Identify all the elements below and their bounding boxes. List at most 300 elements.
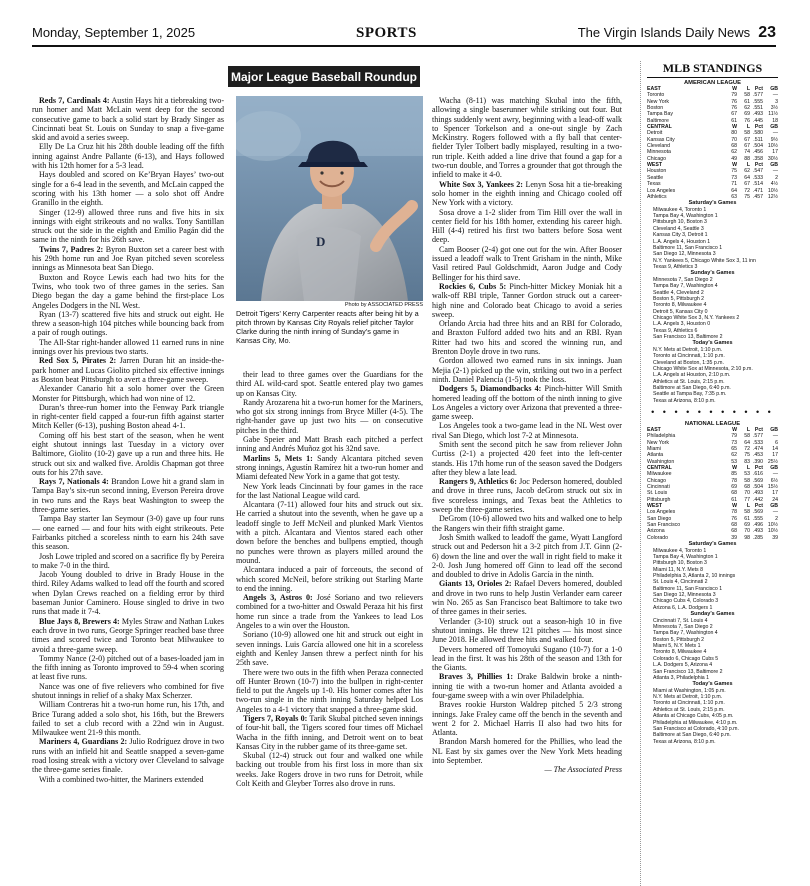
- team-name: Colorado: [647, 534, 669, 541]
- games-back: 3: [775, 98, 778, 105]
- team-name: Chicago: [647, 477, 667, 484]
- games-back: 39: [772, 534, 778, 541]
- wins: 68: [731, 522, 737, 529]
- game-result: Seattle at Tampa Bay, 7:35 p.m.: [653, 391, 727, 398]
- pct: .569: [752, 477, 763, 484]
- wins: 68: [731, 490, 737, 497]
- game-result: Arizona 6, L.A. Dodgers 1: [653, 604, 713, 611]
- article-column-2: [236, 370, 423, 886]
- games-back: —: [772, 509, 778, 516]
- game-result: Cleveland 4, Seattle 3: [653, 225, 704, 232]
- article-paragraph: Tampa Bay starter Ian Seymour (3-0) gave up four runs — one earned — and four hits with eight strikeouts. Pete Fairbanks pitched a scoreless ninth to earn his 24th save this season.: [32, 514, 224, 552]
- games-back: 14: [772, 445, 778, 452]
- wins: 76: [731, 105, 737, 112]
- team-name: Atlanta: [647, 452, 664, 459]
- losses: 88: [744, 155, 750, 162]
- team-name: Kansas City: [647, 136, 675, 143]
- games-back: 11½: [768, 111, 778, 118]
- article-paragraph: Tommy Nance (2-0) pitched out of a bases-loaded jam in the fifth inning as Toronto improved to 59-4 when scoring at least five runs.: [32, 653, 224, 682]
- games-back: 17: [772, 490, 778, 497]
- game-headline: Red Sox 5, Pirates 2:: [39, 356, 117, 366]
- team-name: New York: [647, 98, 669, 105]
- wins: 61: [731, 117, 737, 124]
- games-back: 17: [772, 452, 778, 459]
- masthead: [32, 24, 776, 46]
- article-paragraph: Rangers 9, Athletics 6: Joc Pederson homered, doubled and drove in three runs, Jacob deGrom struck out six in five scoreless innings, and Texas beat the Athletics to sweep the three-game series.: [432, 477, 622, 515]
- losses: 62: [744, 168, 750, 175]
- pct: .511: [753, 136, 763, 143]
- article-paragraph: Red Sox 5, Pirates 2: Jarren Duran hit an inside-the-park homer and Lucas Giolito pitched six effective innings as Boston beat Pittsburgh to avert a three-game sweep.: [32, 356, 224, 384]
- game-result: Boston 5, Pittsburgh 2: [653, 636, 705, 643]
- games-back: 6: [775, 439, 778, 446]
- game-result: L.A. Dodgers 5, Arizona 4: [653, 662, 713, 669]
- division-name: EAST: [647, 426, 661, 433]
- team-name: Seattle: [647, 174, 664, 181]
- game-result: Baltimore 11, San Francisco 1: [653, 585, 723, 592]
- article-paragraph: Smith sent the second pitch he saw from reliever John Curtiss (2-1) a projected 420 feet into the left-center stands. His 17th home run of the season saved the Dodgers after they blew a late lead.: [432, 439, 622, 477]
- col-header: L: [746, 162, 750, 169]
- article-paragraph: With a combined two-hitter, the Mariners extended: [39, 774, 204, 784]
- game-headline: Dodgers 5, Diamondbacks 4:: [439, 384, 542, 394]
- team-name: Washington: [647, 458, 675, 465]
- games-header: Sunday’s Games: [690, 611, 735, 618]
- article-paragraph: White Sox 3, Yankees 2: Lenyn Sosa hit a tie-breaking solo homer in the eighth inning and Chicago cooled off New York with a victory.: [432, 179, 622, 208]
- col-header: Pct: [754, 465, 763, 471]
- article-paragraph: Braves rookie Hurston Waldrep pitched 5 2/3 strong innings. Jake Fraley came off the bench in the seventh and went 2 for 2. Michael Harris II also had two hits for Atlanta.: [432, 700, 622, 738]
- game-result: Tampa Bay 4, Washington 1: [653, 213, 718, 220]
- game-result: Minnesota 7, San Diego 2: [653, 624, 713, 631]
- game-result: San Diego 12, Minnesota 3: [653, 592, 716, 599]
- article-paragraph: Soriano (10-9) allowed one hit and struck out eight in seven innings. Luis García allowed one hit in a scoreless eighth and Kenley Jansen threw a perfect ninth for his 25th save.: [236, 630, 423, 668]
- game-headline: Rays 7, Nationals 4:: [39, 477, 109, 487]
- pct: .457: [752, 193, 763, 200]
- games-header: Today’s Games: [692, 681, 733, 688]
- game-result: Miami at Washington, 1:05 p.m.: [653, 687, 726, 694]
- wins: 61: [731, 496, 737, 503]
- game-result: Athletics at St. Louis, 2:15 p.m.: [653, 378, 725, 385]
- losses: 67: [744, 181, 750, 188]
- pct: .496: [752, 522, 763, 529]
- col-header: W: [732, 503, 737, 510]
- wins: 76: [731, 98, 737, 105]
- games-back: 10½: [767, 522, 778, 529]
- col-header: L: [746, 124, 750, 131]
- pct: .577: [752, 92, 763, 99]
- game-result: L.A. Angels 3, Houston 0: [653, 321, 711, 328]
- game-result: L.A. Angels 4, Houston 1: [653, 238, 711, 245]
- article-paragraph: Alcantara induced a pair of forceouts, the second of which scored McNeil, before striking out Starling Marte to end the inning.: [236, 565, 423, 593]
- game-headline: Blue Jays 8, Brewers 4:: [39, 616, 120, 626]
- games-back: 9½: [770, 136, 778, 143]
- wins: 65: [731, 445, 737, 452]
- team-name: Los Angeles: [647, 187, 676, 194]
- wire-credit: — The Associated Press: [544, 765, 622, 775]
- pct: .504: [752, 484, 763, 491]
- losses: 58: [744, 433, 750, 440]
- article-paragraph: Twins 7, Padres 2: Byron Buxton set a career best with his 29th home run and Joe Ryan pitched seven scoreless innings as Minnesota beat San Diego.: [32, 244, 224, 273]
- team-name: Athletics: [647, 193, 667, 200]
- wins: 70: [731, 136, 737, 143]
- article-paragraph: Duran’s three-run homer into the Fenway Park triangle in right-center field capped a four-run fifth against starter Mitch Keller (6-13), pushing Boston ahead 4-1.: [32, 402, 224, 431]
- col-header: GB: [770, 124, 778, 131]
- losses: 53: [744, 471, 750, 478]
- game-result: Cleveland at Boston, 1:35 p.m.: [653, 359, 724, 366]
- game-headline: Braves 3, Phillies 1:: [439, 672, 514, 682]
- pct: .504: [752, 143, 763, 150]
- game-result: Toronto 8, Milwaukee 4: [653, 302, 707, 309]
- game-result: St. Louis 4, Cincinnati 2: [653, 579, 708, 586]
- game-result: Boston 5, Pittsburgh 2: [653, 295, 705, 302]
- team-name: St. Louis: [647, 490, 668, 497]
- col-header: Pct: [754, 124, 763, 131]
- pct: .551: [752, 105, 763, 112]
- article-paragraph: Rays 7, Nationals 4: Brandon Lowe hit a grand slam in Tampa Bay’s six-run second inning, Everson Pereira drove in two runs and the Rays beat Washington to sweep the three-game series.: [32, 477, 224, 515]
- article-paragraph: Dodgers 5, Diamondbacks 4: Pinch-hitter Will Smith homered leading off the bottom of the ninth inning to give Los Angeles a victory over Arizona that prevented a three-game sweep.: [432, 384, 622, 422]
- col-header: GB: [770, 465, 778, 471]
- article-paragraph: Josh Smith walked to leadoff the game, Wyatt Langford struck out and Pederson hit a 3-2 pitch from J.T. Ginn (2-6) down the line and over the wall in right field to make it 2-0. Josh Jung homered off Ginn to lead off the second and doubled to drive in Adolis García in the ninth.: [432, 532, 622, 580]
- article-paragraph: Cam Booser (2-4) got one out for the win. After Booser issued a leadoff walk to Trent Grisham in the ninth, Mike Vasil retired Paul Goldschmidt, Aaron Judge and Cody Bellinger for his third save.: [432, 244, 622, 282]
- losses: 70: [744, 528, 750, 535]
- games-back: 3½: [770, 105, 778, 112]
- wins: 69: [731, 484, 737, 491]
- losses: 70: [744, 490, 750, 497]
- team-name: Toronto: [647, 92, 665, 99]
- team-name: Baltimore: [647, 117, 669, 124]
- game-headline: White Sox 3, Yankees 2:: [439, 179, 523, 189]
- team-name: Arizona: [647, 528, 665, 535]
- article-paragraph: Elly De La Cruz hit his 28th double leading off the fifth inning against Andre Pallante (6-13), and Hays followed with his 12th homer for a 5-3 lead.: [32, 142, 224, 171]
- games-back: —: [772, 433, 778, 440]
- section-title: SPORTS: [356, 25, 417, 41]
- paper-name: The Virgin Islands Daily News: [577, 25, 751, 40]
- col-header: Pct: [754, 162, 763, 169]
- team-name: Texas: [647, 181, 661, 188]
- article-paragraph: Mariners 4, Guardians 2: Julio Rodríguez drove in two runs with an infield hit and Seattle snapped a seven-game road losing streak with a victory over Cleveland to salvage the three-game series finale.: [32, 737, 224, 775]
- losses: 61: [744, 98, 750, 105]
- col-header: W: [732, 86, 737, 92]
- wins: 79: [731, 433, 737, 440]
- article-paragraph: Sosa drove a 1-2 slider from Tim Hill over the wall in center field for his 18th homer, extending his career high. Hill (4-4) retired his first two batters before Sosa went deep.: [432, 207, 622, 245]
- division-name: EAST: [647, 86, 661, 92]
- pct: .390: [752, 458, 763, 465]
- team-name: Boston: [647, 105, 664, 112]
- wins: 75: [731, 168, 737, 175]
- game-result: Chicago Cubs 4, Colorado 3: [653, 598, 719, 605]
- article-paragraph: Braves 3, Phillies 1: Drake Baldwin broke a ninth-inning tie with a two-run homer and Atlanta avoided a four-game sweep with a win over Philadelphia.: [432, 672, 622, 700]
- team-name: Milwaukee: [647, 471, 672, 478]
- game-result: Tampa Bay 7, Washington 4: [653, 630, 718, 637]
- wins: 78: [731, 509, 737, 516]
- games-header: Saturday’s Games: [688, 200, 737, 207]
- wins: 68: [731, 528, 737, 535]
- game-result: Seattle 4, Cleveland 2: [653, 289, 704, 296]
- team-name: Houston: [647, 168, 667, 175]
- pct: .442: [752, 496, 763, 503]
- games-back: 12½: [767, 193, 778, 200]
- losses: 98: [744, 534, 750, 541]
- masthead-rule: [32, 45, 776, 47]
- team-name: Los Angeles: [647, 509, 676, 516]
- pct: .445: [752, 117, 763, 124]
- article-paragraph: Brandon Marsh homered for the Phillies, who lead the NL East by six games over the New York Mets heading into September.: [432, 737, 622, 766]
- col-header: W: [732, 426, 737, 433]
- pct: .453: [752, 452, 763, 459]
- game-result: Miami 11, N.Y. Mets 8: [653, 566, 703, 573]
- losses: 67: [744, 143, 750, 150]
- game-headline: Reds 7, Cardinals 4:: [39, 96, 110, 105]
- game-result: L.A. Angels at Houston, 2:10 p.m.: [653, 372, 731, 379]
- games-back: 10½: [767, 528, 778, 535]
- pct: .533: [752, 174, 763, 181]
- game-result: San Diego 12, Minnesota 3: [653, 251, 716, 258]
- game-result: Athletics at St. Louis, 2:15 p.m.: [653, 706, 725, 713]
- game-result: Kansas City 3, Detroit 1: [653, 232, 708, 239]
- article-paragraph: There were two outs in the fifth when Peraza connected off Hunter Brown (10-7) into the bullpen in right-center field to put the Angels up 1-0. His homer comes after his two-run single in the ninth inning Saturday helped Los Angeles to a 4-1 victory that snapped a three-game skid.: [236, 667, 423, 714]
- baseball-player-image: [236, 96, 423, 301]
- game-result: Baltimore 11, San Francisco 1: [653, 244, 723, 251]
- games-header: Sunday’s Games: [690, 270, 735, 277]
- wins: 78: [731, 477, 737, 484]
- losses: 74: [744, 149, 750, 156]
- game-result: Toronto 8, Milwaukee 4: [653, 649, 707, 656]
- team-name: Philadelphia: [647, 433, 676, 440]
- article-paragraph: Angels 3, Astros 0: José Soriano and two relievers combined for a two-hitter and Oswald Peraza hit his first home run since a trade from the Yankees to lead Los Angeles to a win over the Houston.: [236, 593, 423, 631]
- game-result: San Francisco 13, Baltimore 2: [653, 333, 723, 340]
- team-name: Chicago: [647, 155, 667, 162]
- wins: 53: [731, 458, 737, 465]
- pct: .471: [752, 187, 763, 194]
- photo-credit: Photo by ASSOCIATED PRESS: [344, 302, 423, 308]
- division-name: CENTRAL: [647, 465, 672, 471]
- team-name: Detroit: [647, 130, 663, 137]
- game-result: Texas at Arizona, 8:10 p.m.: [653, 397, 716, 404]
- article-paragraph: Josh Lowe tripled and scored on a sacrifice fly by Pereira to make 7-0 in the third.: [32, 551, 224, 570]
- games-back: —: [772, 168, 778, 175]
- col-header: Pct: [754, 426, 763, 433]
- games-back: —: [772, 130, 778, 137]
- losses: 62: [744, 105, 750, 112]
- article-paragraph: New York leads Cincinnati by four games in the race for the last National League wild card.: [236, 481, 423, 500]
- article-paragraph: Alexander Canario hit a solo homer over the Green Monster for Pittsburgh, which had won nine of 12.: [32, 384, 224, 403]
- game-headline: Rangers 9, Athletics 6:: [439, 477, 517, 487]
- team-name: Pittsburgh: [647, 496, 671, 503]
- article-paragraph: Reds 7, Cardinals 4: Austin Hays hit a tiebreaking two-run homer and Matt McLain went deep for the second consecutive game to back a solid start by Brady Singer as Cincinnati beat St. Louis on Sunday to snap a five-game skid and avoid a series sweep.: [32, 96, 224, 143]
- article-paragraph: Devers homered off Tomoyuki Sugano (10-7) for a 1-0 lead in the first. It was his 28th of the season and 13th for the Giants.: [432, 644, 622, 673]
- games-back: —: [772, 471, 778, 478]
- standings-title: MLB STANDINGS: [647, 61, 778, 78]
- article-paragraph: Rockies 6, Cubs 5: Pinch-hitter Mickey Moniak hit a walk-off RBI triple, Tanner Gordon struck out a career-high nine and Colorado beat Chicago to avoid a series sweep.: [432, 281, 622, 319]
- pct: .285: [752, 534, 763, 541]
- game-result: N.Y. Yankees 5, Chicago White Sox 3, 11 inn: [653, 257, 756, 264]
- team-name: New York: [647, 439, 669, 446]
- wins: 76: [731, 515, 737, 522]
- article-paragraph: Tigers 7, Royals 0: Tarik Skubal pitched seven innings of four-hit ball, the Tigers scored four times off Michael Wacha in the fifth inning, and Detroit went on to beat Kansas City in the rubber game of its three-game set.: [236, 713, 423, 751]
- article-paragraph: Verlander (3-10) struck out a season-high 10 in five shutout innings. He threw 121 pitches — his most since June 2018. He allowed three hits and walked four.: [432, 616, 622, 645]
- losses: 64: [744, 439, 750, 446]
- article-paragraph: Orlando Arcia had three hits and an RBI for Colorado, and Braxton Fulford added two hits and an RBI. Ryan Ritter had two hits and scored the winning run, and Brenton Doyle drove in two runs.: [432, 319, 622, 357]
- american-league-title: AMERICAN LEAGUE: [683, 80, 741, 86]
- mlb-standings: [640, 61, 778, 886]
- game-result: Milwaukee 4, Toronto 1: [653, 206, 707, 213]
- game-headline: Marlins 5, Mets 1:: [243, 453, 313, 463]
- pct: .577: [752, 433, 763, 440]
- losses: 69: [744, 111, 750, 118]
- issue-date: Monday, September 1, 2025: [32, 25, 196, 40]
- game-result: Texas 9, Athletics 6: [653, 327, 698, 334]
- article-column-3: [432, 96, 622, 886]
- pct: .580: [752, 130, 763, 137]
- article-paragraph: Marlins 5, Mets 1: Sandy Alcantara pitched seven strong innings, Agustín Ramírez hit a two-run homer and Miami defeated New York in a game that got testy.: [236, 453, 423, 482]
- col-header: W: [732, 465, 737, 471]
- wins: 67: [731, 111, 737, 118]
- games-back: 10½: [767, 143, 778, 150]
- pct: .547: [752, 168, 763, 175]
- game-result: Tampa Bay 4, Washington 1: [653, 554, 718, 561]
- games-back: 10½: [767, 187, 778, 194]
- game-result: Colorado 6, Chicago Cubs 5: [653, 655, 719, 662]
- game-result: Atlanta at Chicago Cubs, 4:05 p.m.: [653, 713, 734, 720]
- article-paragraph: Buxton and Royce Lewis each had two hits for the Twins, who took two of three games in the series. San Diego began the day a game behind the first-place Los Angeles Dodgers in the NL West.: [32, 272, 224, 310]
- wins: 80: [731, 130, 737, 137]
- col-header: Pct: [754, 86, 763, 92]
- game-result: Miami 5, N.Y. Mets 1: [653, 643, 701, 650]
- col-header: L: [746, 503, 750, 510]
- game-headline: Tigers 7, Royals 0:: [243, 713, 308, 723]
- losses: 58: [744, 92, 750, 99]
- wins: 62: [731, 452, 737, 459]
- col-header: GB: [770, 86, 778, 92]
- article-paragraph: Wacha (8-11) was matching Skubal into the fifth, allowing a single baserunner while striking out four. But things suddenly went awry, beginning with a lead-off walk to Spencer Torkelson and a one-out single by Zach McKinstry. Rogers followed with a fly ball that center-fielder Tyler Tolbert badly misplayed, resulting in a two-run triple. Keith added a line drive that found a gap for a two-run double, and Torres a grounder that got through the infield to make it 4-0.: [432, 96, 622, 180]
- games-back: —: [772, 92, 778, 99]
- article-paragraph: Nance was one of five relievers who combined for five shutout innings in relief of a shaky Max Scherzer.: [32, 681, 224, 700]
- team-name: Cincinnati: [647, 484, 670, 491]
- losses: 67: [744, 136, 750, 143]
- article-paragraph: Hays doubled and scored on Ke’Bryan Hayes’ two-out single for a 6-4 lead in the seventh, and McLain capped the scoring with his 13th homer — a solo shot off Andre Granillo in the eighth.: [32, 170, 224, 208]
- article-paragraph: Los Angeles took a two-game lead in the NL West over rival San Diego, which lost 7-2 at Minnesota.: [432, 421, 622, 440]
- article-paragraph: Randy Arozarena hit a two-run homer for the Mariners, who got six strong innings from Bryce Miller (4-5). The right-hander gave up just two hits — on consecutive pitches in the third.: [236, 397, 423, 435]
- article-paragraph: The All-Star right-hander allowed 11 earned runs in nine innings over his previous two starts.: [32, 337, 224, 357]
- game-result: N.Y. Mets at Detroit, 1:10 p.m.: [653, 346, 723, 353]
- wins: 71: [731, 181, 737, 188]
- losses: 76: [744, 117, 750, 124]
- game-result: Baltimore at San Diego, 6:40 p.m.: [653, 384, 731, 391]
- pct: .616: [752, 471, 763, 478]
- col-header: L: [746, 426, 750, 433]
- pct: .569: [752, 509, 763, 516]
- games-header: Today’s Games: [692, 340, 733, 347]
- losses: 58: [744, 130, 750, 137]
- game-result: Texas 9, Athletics 3: [653, 263, 698, 270]
- game-result: Baltimore at San Diego, 6:40 p.m.: [653, 732, 731, 739]
- losses: 68: [744, 484, 750, 491]
- col-header: GB: [770, 426, 778, 433]
- losses: 58: [744, 477, 750, 484]
- losses: 77: [744, 496, 750, 503]
- article-paragraph: Gabe Speier and Matt Brash each pitched a perfect inning and Andrés Muñoz got his 32nd save.: [236, 435, 423, 454]
- game-result: Texas at Arizona, 8:10 p.m.: [653, 738, 716, 745]
- games-back: 2: [775, 515, 778, 522]
- losses: 64: [744, 174, 750, 181]
- game-headline: Rockies 6, Cubs 5:: [439, 281, 507, 291]
- games-back: 17: [772, 149, 778, 156]
- games-back: 6½: [770, 477, 778, 484]
- game-headline: Giants 13, Orioles 2:: [439, 579, 512, 589]
- losses: 61: [744, 515, 750, 522]
- pct: .533: [752, 439, 763, 446]
- svg-text:D: D: [316, 234, 326, 249]
- losses: 75: [744, 452, 750, 459]
- col-header: L: [746, 86, 750, 92]
- game-result: San Francisco 13, Baltimore 2: [653, 668, 723, 675]
- game-result: Cincinnati 7, St. Louis 4: [653, 617, 708, 624]
- game-headline: Twins 7, Padres 2:: [39, 244, 104, 254]
- game-result: Tampa Bay 7, Washington 4: [653, 283, 718, 290]
- game-result: Philadelphia at Milwaukee, 4:10 p.m.: [653, 719, 738, 726]
- section-divider: • • • • • • • • • • •: [651, 406, 774, 417]
- pct: .474: [752, 445, 763, 452]
- article-paragraph: Skubal (12-4) struck out four and walked one while backing out trouble from his first loss in more than six weeks. Jake Rogers drove in two runs for Detroit, while Colt Keith and Gleyber Torres also drove in runs.: [236, 751, 423, 789]
- wins: 49: [731, 155, 737, 162]
- losses: 58: [744, 509, 750, 516]
- wins: 39: [731, 534, 737, 541]
- pct: .555: [752, 98, 763, 105]
- article-paragraph: DeGrom (10-6) allowed two hits and walked one to help the Rangers win their fifth straight game.: [432, 514, 622, 533]
- article-paragraph: their lead to three games over the Guardians for the third AL wild-card spot. Seattle entered play two games up on Kansas City.: [236, 370, 423, 398]
- pct: .493: [752, 111, 763, 118]
- wins: 73: [731, 439, 737, 446]
- team-name: San Diego: [647, 515, 672, 522]
- game-result: Toronto at Cincinnati, 1:10 p.m.: [653, 700, 725, 707]
- game-headline: Mariners 4, Guardians 2:: [39, 737, 128, 747]
- losses: 72: [744, 445, 750, 452]
- pct: .514: [752, 181, 763, 188]
- wins: 85: [731, 471, 737, 478]
- games-header: Saturday’s Games: [688, 541, 737, 548]
- game-headline: Angels 3, Astros 0:: [243, 593, 313, 603]
- pct: .358: [752, 155, 763, 162]
- games-back: 24: [772, 496, 778, 503]
- page-number: 23: [758, 24, 776, 41]
- team-name: San Francisco: [647, 522, 681, 529]
- team-name: Tampa Bay: [647, 111, 673, 118]
- game-result: Chicago White Sox at Minnesota, 2:10 p.m.: [653, 365, 753, 372]
- game-result: Atlanta 3, Philadelphia 1: [653, 674, 709, 681]
- game-result: Chicago White Sox 3, N.Y. Yankees 2: [653, 314, 740, 321]
- col-header: L: [746, 465, 750, 471]
- wins: 62: [731, 149, 737, 156]
- game-result: Pittsburgh 10, Boston 3: [653, 219, 707, 226]
- col-header: W: [732, 162, 737, 169]
- national-league-title: NATIONAL LEAGUE: [684, 420, 741, 427]
- article-paragraph: Alcantara (7-11) allowed four hits and struck out six. He carried a shutout into the seventh, when he gave up a leadoff single to Jeff McNeil and plunked Mark Vientos with a pitch. Alcantara and Vientos stared each other down before the benches and bullpens emptied, though no punches were thrown as players milled around the mound.: [236, 500, 423, 565]
- division-name: WEST: [647, 162, 662, 169]
- pct: .555: [752, 515, 763, 522]
- article-paragraph: William Contreras hit a two-run home run, his 17th, and Brice Turang added a solo shot, his 16th, but the Brewers failed to set a club record with a 22nd win in August. Milwaukee went 21-9 this month.: [32, 700, 224, 738]
- losses: 72: [744, 187, 750, 194]
- division-name: CENTRAL: [647, 124, 672, 131]
- losses: 75: [744, 193, 750, 200]
- games-back: 4½: [770, 181, 778, 188]
- game-result: San Francisco at Colorado, 4:10 p.m.: [653, 725, 739, 732]
- article-paragraph: Singer (12-9) allowed three runs and five hits in six innings with eight strikeouts and no walks. Tony Santillan struck out the side in the eighth and Emilio Pagán did the same in the ninth for his 26th save.: [32, 207, 224, 245]
- division-name: WEST: [647, 503, 662, 510]
- team-name: Cleveland: [647, 143, 671, 150]
- team-name: Miami: [647, 445, 661, 452]
- pct: .456: [752, 149, 763, 156]
- roundup-banner: Major League Baseball Roundup: [228, 66, 420, 87]
- photo-caption: Detroit Tigers’ Kerry Carpenter reacts after being hit by a pitch thrown by Kansas City Royals relief pitcher Taylor Clarke during the ninth inning of Sunday’s game in Kansas City, Mo.: [236, 309, 419, 345]
- game-result: Pittsburgh 10, Boston 3: [653, 560, 707, 567]
